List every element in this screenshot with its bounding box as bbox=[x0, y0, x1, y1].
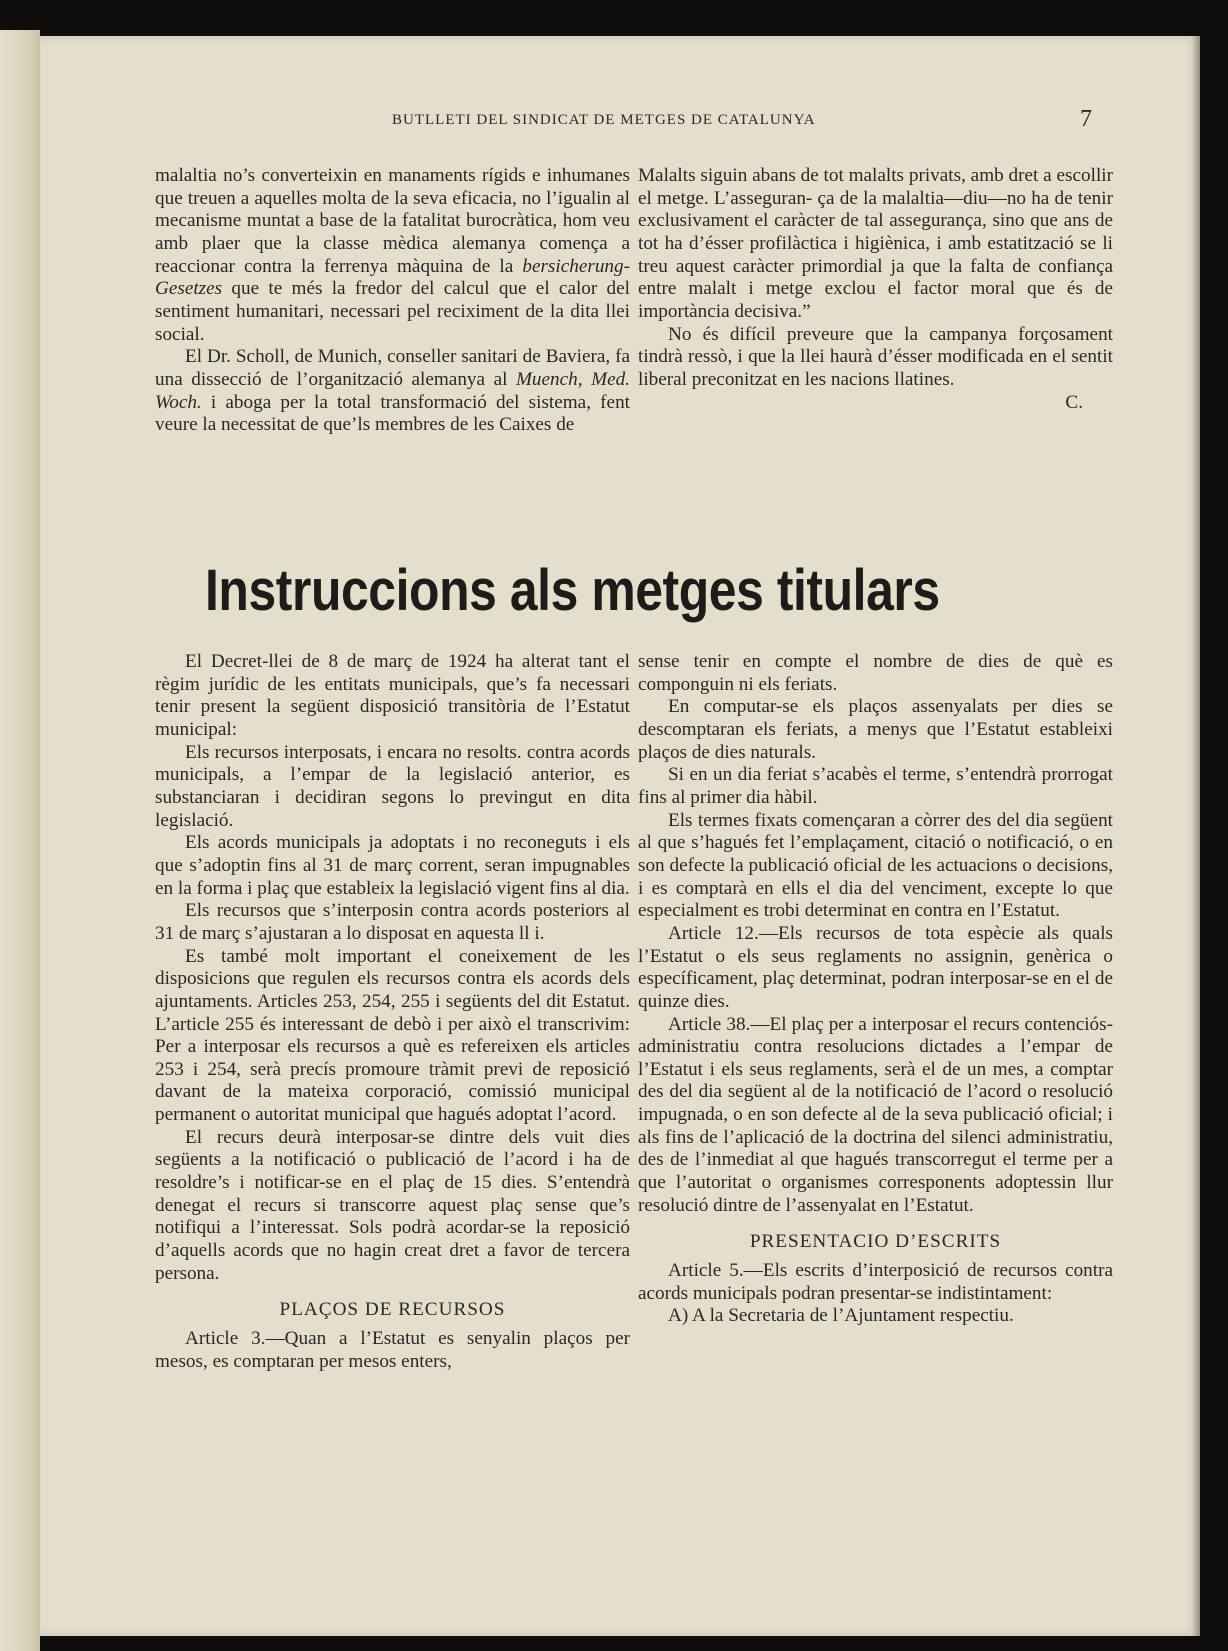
paragraph: El Decret-llei de 8 de març de 1924 ha alterat tant el règim jurídic de les entitats municipals, que’s fa necessari tenir present la següent disposició transitòria de l’Estatut municipal: bbox=[155, 651, 630, 740]
paragraph: El recurs deurà interposar-se dintre dels vuit dies següents a la notificació o publicació de l’acord i ha de resoldre’s i notificar-se en el plaç de 15 dies. S’entendrà denegat el recurs si transcorre aquest plaç sense que’s notifiqui a l’interessat. Sols podrà acordar-se la reposició d’aquells acords que no hagin creat dret a favor de tercera persona. bbox=[155, 1126, 630, 1284]
page-number: 7 bbox=[1080, 106, 1092, 132]
article-title: Instruccions als metges titulars bbox=[205, 558, 940, 623]
paragraph: Malalts siguin abans de tot malalts privats, amb dret a escollir el metge. L’asseguran- ça de la malaltia—diu—no ha de tenir exclusivament el caràcter de tal assegurança, sino que ans de tot ha d’ésser profilàctica i higiènica, i amb estatització se li treu aquest caràcter primordial ja que la falta de confiança entre malalt i metge exclou el factor moral que és de importància decisiva.” bbox=[638, 165, 1113, 322]
book-page bbox=[40, 36, 1200, 1636]
paragraph: A) A la Secretaria de l’Ajuntament respectiu. bbox=[668, 1305, 1014, 1327]
section-heading: PLAÇOS DE RECURSOS bbox=[279, 1299, 506, 1321]
book-spine-edge bbox=[0, 30, 40, 1651]
paragraph: Els recursos interposats, i encara no resolts. contra acords municipals, a l’empar de la legislació anterior, es substanciaran i decidiran segons lo previngut en dita legislació. bbox=[155, 741, 630, 831]
page-header bbox=[40, 106, 1200, 138]
paragraph: Els recursos que s’interposin contra acords posteriors al 31 de març s’ajustaran a lo disposat en aquesta ll i. bbox=[155, 900, 630, 944]
author-signature: C. bbox=[1065, 391, 1083, 413]
paragraph: En computar-se els plaços assenyalats per dies se descomptaran els feriats, a menys que l’Estatut estableixi plaços de dies naturals. bbox=[638, 696, 1113, 763]
paragraph: Es també molt important el coneixement de les disposicions que regulen els recursos contra els acords dels ajuntaments. Articles 253, 254, 255 i següents del dit Estatut. L’article 255 és interessant de debò i per això el transcrivim: Per a interposar els recursos a què es refereixen els articles 253 i 254, serà precís promoure tràmit previ de reposició davant de la mateixa corporació, comissió municipal permanent o autoritat municipal que hagués adoptat l’acord. bbox=[155, 945, 630, 1126]
paragraph: Article 38.—El plaç per a interposar el recurs contenciós-administratiu contra resolucions dictades a l’empar de l’Estatut i els seus reglaments, serà el de un mes, a comptar des del dia següent al de la notificació de l’acord o resolució impugnada, o en son defecte al de la seva publicació oficial; i als fins de l’aplicació de la doctrina del silenci administratiu, des de l’inmediat al que hagués transcorregut el terme per a que l’autoritat o organismes corresponents adoptessin llur resolució dintre de l’assenyalat en l’Estatut. bbox=[638, 1013, 1113, 1216]
paragraph: Article 3.—Quan a l’Estatut es senyalin plaços per mesos, es comptaran per mesos enters, bbox=[155, 1328, 630, 1372]
paragraph: Article 12.—Els recursos de tota espècie als quals l’Estatut o els seus reglaments no assignin, genèrica o específicament, plaç determinat, podran interposar-se en el de quinze dies. bbox=[638, 922, 1113, 1012]
paragraph: malaltia no’s converteixin en manaments rígids e inhumanes que treuen a aquelles molta de la seva eficacia, no l’igualin al mecanisme muntat a base de la fatalitat burocràtica, hom veu amb plaer que la classe mèdica alemanya comença a reaccionar contra la ferrenya màquina de la bersicherung-Gesetzes que te més la fredor del calcul que el calor del sentiment humanitari, necessari pel reciximent de la dita llei social. bbox=[155, 165, 630, 345]
running-head: BUTLLETI DEL SINDICAT DE METGES DE CATALUNYA bbox=[392, 112, 816, 128]
paragraph: Si en un dia feriat s’acabès el terme, s’entendrà prorrogat fins al primer dia hàbil. bbox=[638, 764, 1113, 808]
paragraph: El Dr. Scholl, de Munich, conseller sanitari de Baviera, fa una dissecció de l’organització alemanya al Muench, Med. Woch. i aboga per la total transformació del sistema, fent veure la necessitat de que’ls membres de les Caixes de bbox=[155, 346, 630, 436]
paragraph: No és difícil preveure que la campanya forçosament tindrà ressò, i que la llei haurà d’ésser modificada en el sentit liberal preconitzat en les nacions llatines. bbox=[638, 323, 1113, 390]
paragraph: sense tenir en compte el nombre de dies de què es componguin ni els feriats. bbox=[638, 651, 1113, 695]
paragraph: Els acords municipals ja adoptats i no reconeguts i els que s’adoptin fins al 31 de març corrent, seran impugnables en la forma i plaç que estableix la legislació vigent fins al dia. bbox=[155, 832, 630, 899]
article-right-column bbox=[638, 651, 1113, 1328]
top-right-column bbox=[638, 165, 1113, 414]
section-heading: PRESENTACIO D’ESCRITS bbox=[749, 1231, 1002, 1253]
paragraph: Els termes fixats començaran a còrrer des del dia següent al que s’hagués fet l’emplaçament, citació o notificació, o en son defecte la publicació oficial de les actuacions o decisions, i es comptarà en ells el dia del venciment, excepte lo que especialment es trobi determinat en contra en l’Estatut. bbox=[638, 809, 1113, 922]
article-left-column bbox=[155, 651, 630, 1373]
paragraph: Article 5.—Els escrits d’interposició de recursos contra acords municipals podran presentar-se indistintament: bbox=[638, 1260, 1113, 1304]
top-left-column bbox=[155, 165, 630, 437]
